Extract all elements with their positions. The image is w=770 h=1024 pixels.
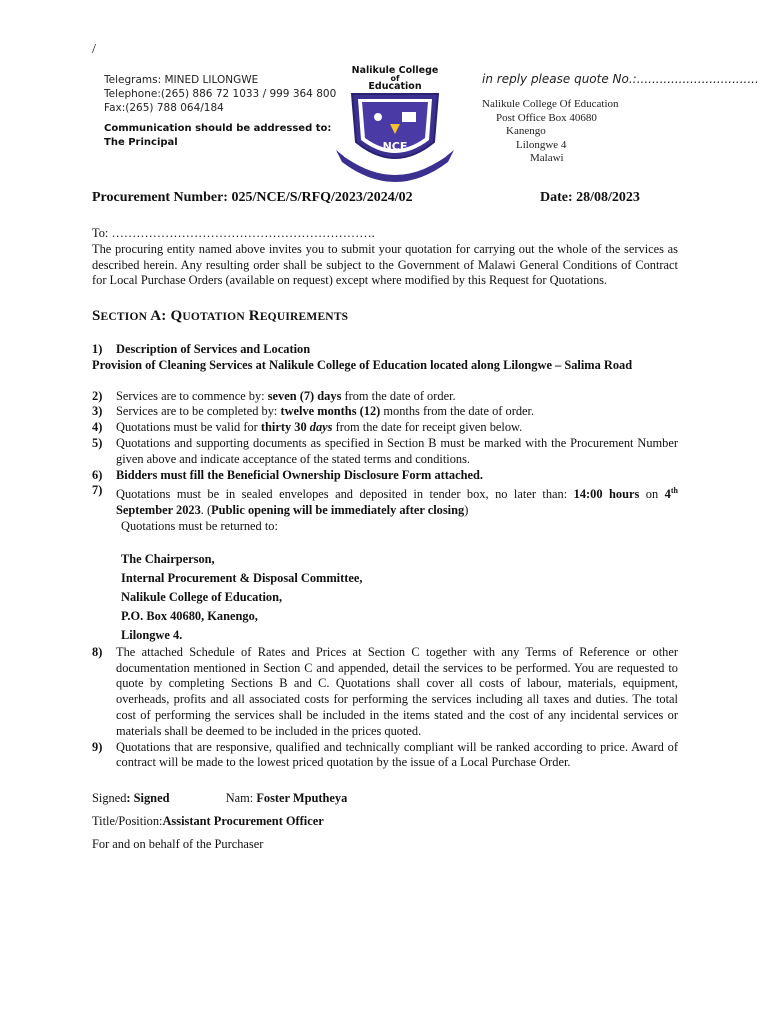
requirement-item-8: 8) The attached Schedule of Rates and Prices at Section C together with any Terms of Reference or other documentation mentioned in Section C and appended, detail the services to be performed. You are requested to quote by completing Sections B and C. Quotations shall cover all costs of labour, materials, equipment, overheads, profits and all associated costs for performing the services including all taxes and duties. The total cost of performing the services shall be included in the items stated and the cost of any incidental services or materials shall be deemed to be included in the prices quoted. [92, 644, 678, 738]
return-address [92, 550, 678, 645]
contact-block [104, 73, 336, 115]
logo-text-line1: Nalikule College [351, 65, 439, 76]
address-line: Nalikule College Of Education [482, 98, 619, 110]
logo-text-line3: Education [368, 81, 422, 92]
telephone-line: Telephone:(265) 886 72 1033 / 999 364 800 [104, 88, 337, 100]
requirement-item-6: 6) Bidders must fill the Beneficial Ownership Disclosure Form attached. [92, 467, 483, 482]
requirement-item-2: 2) Services are to commence by: seven (7) days from the date of order. [92, 388, 456, 403]
communication-note [104, 122, 331, 150]
college-logo [330, 62, 460, 192]
requirement-item-1: 1) Description of Services and Location [92, 341, 311, 356]
telegrams-line: Telegrams: MINED LILONGWE [104, 74, 259, 86]
requirement-item-5: 5) Quotations and supporting documents as specified in Section B must be marked with the Procurement Number given above and indicate acceptance of the stated terms and conditions. [92, 435, 678, 466]
address-line: Lilongwe 4. [121, 627, 183, 642]
requirement-item-7: 7) Quotations must be in sealed envelopes and deposited in tender box, no later than: 14:00 hours on 4th September 2023. (Public opening will be immediately after closing) [92, 483, 678, 518]
address-line: The Chairperson, [121, 551, 215, 566]
document-body [92, 226, 678, 856]
logo-abbr: NCE [382, 140, 408, 153]
college-address [482, 98, 619, 166]
address-line: Nalikule College of Education, [121, 589, 283, 604]
page-mark: / [92, 42, 96, 57]
communication-line: Communication should be addressed to: [104, 123, 332, 134]
service-description: Provision of Cleaning Services at Nalikule College of Education located along Lilongwe – Salima Road [92, 357, 633, 372]
reply-reference: in reply please quote No.:................................ [482, 72, 759, 86]
signature-block [92, 787, 678, 856]
intro-paragraph: The procuring entity named above invites you to submit your quotation for carrying out the whole of the services as described herein. Any resulting order shall be subject to the Government of Malawi General Conditions of Contract for Local Purchase Orders (available on request) except where modified by this Request for Quotations. [92, 241, 678, 288]
address-line: P.O. Box 40680, Kanengo, [121, 608, 258, 623]
requirement-item-3: 3) Services are to be completed by: twelve months (12) months from the date of order. [92, 404, 535, 419]
principal-line: The Principal [104, 137, 178, 148]
address-line: Post Office Box 40680 [496, 111, 597, 124]
to-line: To: ………………………………………………………. [92, 226, 375, 240]
section-a-heading: SECTION A: QUOTATION REQUIREMENTS [92, 308, 349, 325]
address-line: Internal Procurement & Disposal Committee, [121, 570, 363, 585]
address-line: Kanengo [506, 125, 546, 137]
title-line: Title/Position:Assistant Procurement Officer [92, 814, 324, 829]
behalf-line: For and on behalf of the Purchaser [92, 837, 264, 852]
fax-line: Fax:(265) 788 064/184 [104, 102, 224, 114]
requirement-item-4: 4) Quotations must be valid for thirty 30 days from the date for receipt given below. [92, 420, 523, 435]
procurement-number: Procurement Number: 025/NCE/S/RFQ/2023/2024/02 [92, 190, 413, 205]
address-line: Lilongwe 4 [516, 138, 567, 151]
logo-text-line2: of [390, 74, 400, 83]
return-instruction: Quotations must be returned to: [121, 519, 278, 534]
signed-line: Signed: Signed Nam: Foster Mputheya [92, 791, 348, 806]
address-line: Malawi [530, 152, 564, 164]
document-date: Date: 28/08/2023 [540, 190, 640, 205]
requirement-item-9: 9) Quotations that are responsive, qualified and technically compliant will be ranked according to price. Award of contract will be made to the lowest priced quotation by the issue of a Local Purchase Order. [92, 739, 678, 770]
